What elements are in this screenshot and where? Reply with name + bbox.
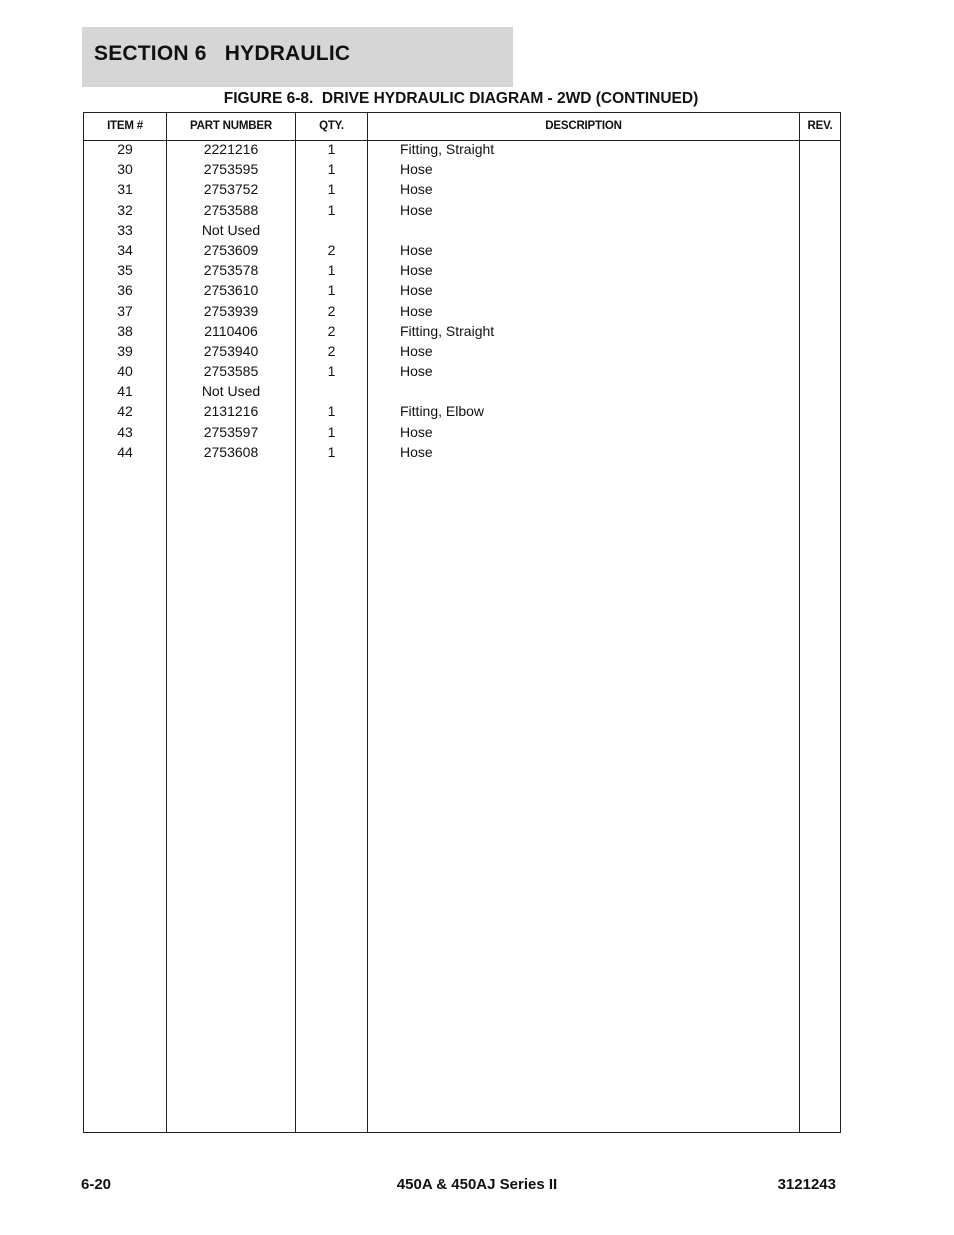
part-number: 2753939 (203, 302, 259, 319)
description: Hose (400, 342, 433, 359)
revision (800, 141, 840, 161)
table-row (84, 161, 840, 181)
description (400, 222, 800, 242)
description: Fitting, Elbow (400, 403, 485, 420)
table-body (84, 141, 840, 464)
section-title: SECTION 6 HYDRAULIC (94, 42, 351, 65)
revision (800, 323, 840, 343)
header-item: ITEM # (107, 120, 143, 132)
item-number: 44 (117, 443, 133, 460)
revision (800, 161, 840, 181)
item-number: 36 (117, 282, 133, 299)
table-row (84, 262, 840, 282)
table-row (84, 222, 840, 242)
table-row (84, 202, 840, 222)
revision (800, 262, 840, 282)
description: Hose (400, 282, 433, 299)
quantity: 1 (327, 282, 336, 299)
revision (800, 343, 840, 363)
item-number: 33 (117, 221, 133, 238)
part-number: 2753597 (203, 423, 259, 440)
revision (800, 303, 840, 323)
part-number: Not Used (201, 383, 261, 400)
table-row (84, 242, 840, 262)
item-number: 41 (117, 383, 133, 400)
quantity: 1 (327, 363, 336, 380)
description: Hose (400, 181, 433, 198)
item-number: 43 (117, 423, 133, 440)
revision (800, 202, 840, 222)
table-row (84, 181, 840, 201)
item-number: 39 (117, 342, 133, 359)
item-number: 35 (117, 262, 133, 279)
header-qty: QTY. (319, 120, 344, 132)
part-number: 2753585 (203, 363, 259, 380)
item-number: 42 (117, 403, 133, 420)
revision (800, 181, 840, 201)
item-number: 38 (117, 322, 133, 339)
table-row (84, 141, 840, 161)
part-number: 2221216 (203, 141, 259, 157)
revision (800, 242, 840, 262)
table-row (84, 303, 840, 323)
revision (800, 282, 840, 302)
quantity (296, 222, 367, 242)
part-number: 2753610 (203, 282, 259, 299)
quantity: 1 (327, 262, 336, 279)
quantity: 1 (327, 181, 336, 198)
quantity: 2 (327, 342, 336, 359)
table-header-row (84, 113, 840, 141)
model-name: 450A & 450AJ Series II (396, 1176, 558, 1193)
item-number: 29 (117, 141, 133, 157)
description: Hose (400, 423, 433, 440)
quantity: 2 (327, 302, 336, 319)
revision (800, 444, 840, 464)
parts-table (83, 112, 841, 1133)
quantity: 2 (327, 241, 336, 258)
item-number: 40 (117, 363, 133, 380)
item-number: 37 (117, 302, 133, 319)
section-banner (82, 27, 513, 87)
quantity: 1 (327, 141, 336, 157)
table-row (84, 444, 840, 464)
part-number: Not Used (201, 221, 261, 238)
part-number: 2753595 (203, 161, 259, 178)
description: Hose (400, 201, 433, 218)
table-row (84, 424, 840, 444)
table-row (84, 343, 840, 363)
description: Fitting, Straight (400, 322, 495, 339)
table-row (84, 363, 840, 383)
part-number: 2753578 (203, 262, 259, 279)
item-number: 32 (117, 201, 133, 218)
part-number: 2753752 (203, 181, 259, 198)
description: Hose (400, 363, 433, 380)
quantity: 1 (327, 201, 336, 218)
document-number: 3121243 (777, 1176, 836, 1193)
part-number: 2753940 (203, 342, 259, 359)
quantity: 1 (327, 443, 336, 460)
part-number: 2753588 (203, 201, 259, 218)
description: Fitting, Straight (400, 141, 495, 157)
item-number: 30 (117, 161, 133, 178)
part-number: 2131216 (203, 403, 259, 420)
revision (800, 383, 840, 403)
revision (800, 222, 840, 242)
description: Hose (400, 161, 433, 178)
part-number: 2110406 (204, 322, 258, 339)
description: Hose (400, 443, 433, 460)
quantity: 2 (327, 322, 336, 339)
header-rev: REV. (807, 120, 833, 132)
header-part-number: PART NUMBER (190, 120, 272, 132)
part-number: 2753608 (203, 443, 259, 460)
page-number: 6-20 (81, 1176, 112, 1193)
part-number: 2753609 (203, 241, 259, 258)
revision (800, 424, 840, 444)
item-number: 34 (117, 241, 133, 258)
table-row (84, 282, 840, 302)
revision (800, 403, 840, 423)
quantity: 1 (327, 423, 336, 440)
description: Hose (400, 302, 433, 319)
header-description: DESCRIPTION (545, 120, 622, 132)
description: Hose (400, 262, 433, 279)
table-row (84, 323, 840, 343)
table-row (84, 383, 840, 403)
quantity: 1 (327, 403, 336, 420)
item-number: 31 (117, 181, 133, 198)
figure-title: FIGURE 6-8. DRIVE HYDRAULIC DIAGRAM - 2WD (CONTINUED) (223, 90, 699, 107)
description (400, 383, 800, 403)
quantity (296, 383, 367, 403)
table-row (84, 403, 840, 423)
description: Hose (400, 241, 433, 258)
revision (800, 363, 840, 383)
quantity: 1 (327, 161, 336, 178)
